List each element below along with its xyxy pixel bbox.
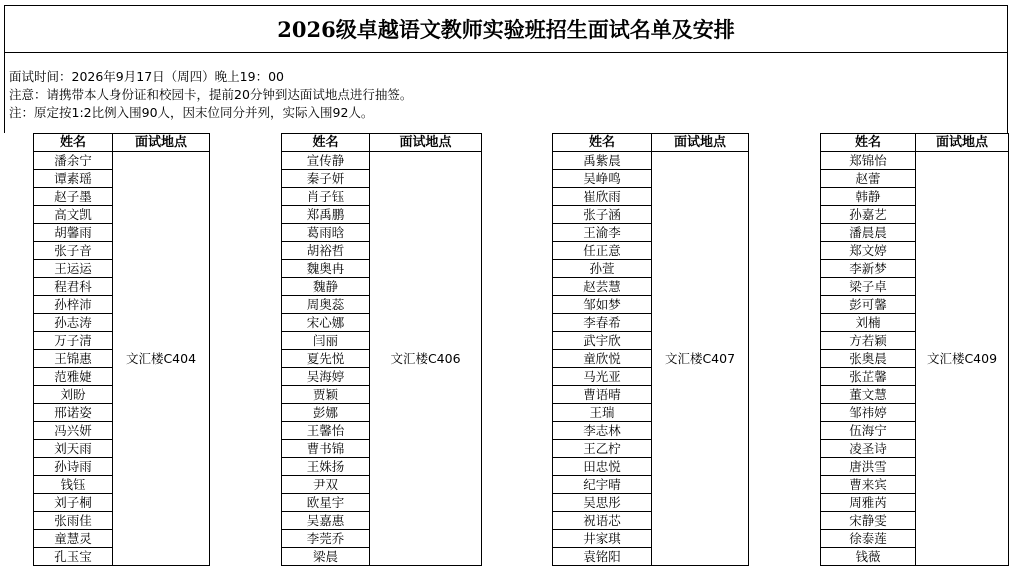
group-table-4	[820, 133, 1009, 566]
student-name-cell[interactable]: 崔欣雨	[553, 188, 652, 206]
student-name-cell[interactable]: 董文慧	[821, 386, 916, 404]
student-name-cell[interactable]: 王瑞	[553, 404, 652, 422]
student-name-cell[interactable]: 武宇欣	[553, 332, 652, 350]
student-name-cell[interactable]: 李志林	[553, 422, 652, 440]
student-name-cell[interactable]: 方若颖	[821, 332, 916, 350]
student-name-cell[interactable]: 刘天雨	[34, 440, 113, 458]
student-name-cell[interactable]: 宋静雯	[821, 512, 916, 530]
student-name-cell[interactable]: 井家琪	[553, 530, 652, 548]
student-name-cell[interactable]: 马光亚	[553, 368, 652, 386]
student-name-cell[interactable]: 王锦惠	[34, 350, 113, 368]
student-name-cell[interactable]: 彭娜	[282, 404, 370, 422]
student-name-cell[interactable]: 赵蕾	[821, 170, 916, 188]
student-name-cell[interactable]: 唐洪雪	[821, 458, 916, 476]
note-interview-time: 面试时间：2026年9月17日（周四）晚上19：00	[9, 69, 284, 84]
student-name-cell[interactable]: 刘子桐	[34, 494, 113, 512]
student-name-cell[interactable]: 田忠悦	[553, 458, 652, 476]
student-name-cell[interactable]: 孙诗雨	[34, 458, 113, 476]
student-name-cell[interactable]: 郑禹鹏	[282, 206, 370, 224]
student-name-cell[interactable]: 高文凯	[34, 206, 113, 224]
student-name-cell[interactable]: 刘盼	[34, 386, 113, 404]
student-name-cell[interactable]: 闫丽	[282, 332, 370, 350]
student-name-cell[interactable]: 宋心娜	[282, 314, 370, 332]
column-header-room: 面试地点	[652, 134, 749, 152]
student-name-cell[interactable]: 钱薇	[821, 548, 916, 566]
student-name-cell[interactable]: 凌圣诗	[821, 440, 916, 458]
student-name-cell[interactable]: 王渝李	[553, 224, 652, 242]
student-name-cell[interactable]: 孔玉宝	[34, 548, 113, 566]
student-name-cell[interactable]: 胡裕哲	[282, 242, 370, 260]
student-name-cell[interactable]: 夏先悦	[282, 350, 370, 368]
student-name-cell[interactable]: 钱钰	[34, 476, 113, 494]
group-table-3	[552, 133, 749, 566]
student-name-cell[interactable]: 尹双	[282, 476, 370, 494]
student-name-cell[interactable]: 邹祎婷	[821, 404, 916, 422]
student-name-cell[interactable]: 范雅婕	[34, 368, 113, 386]
student-name-cell[interactable]: 吴思彤	[553, 494, 652, 512]
column-header-room: 面试地点	[370, 134, 482, 152]
student-name-cell[interactable]: 梁子卓	[821, 278, 916, 296]
student-name-cell[interactable]: 曹书锦	[282, 440, 370, 458]
table-row	[821, 152, 1009, 170]
student-name-cell[interactable]: 肖子钰	[282, 188, 370, 206]
group-table-1	[33, 133, 210, 566]
interview-room-cell[interactable]: 文汇楼C409	[916, 152, 1009, 566]
note-reminder: 注意：请携带本人身份证和校园卡，提前20分钟到达面试地点进行抽签。	[9, 87, 413, 102]
student-name-cell[interactable]: 谭素瑶	[34, 170, 113, 188]
student-name-cell[interactable]: 宣传静	[282, 152, 370, 170]
student-name-cell[interactable]: 张雨佳	[34, 512, 113, 530]
group-table-2	[281, 133, 482, 566]
student-name-cell[interactable]: 周雅芮	[821, 494, 916, 512]
student-name-cell[interactable]: 赵芸慧	[553, 278, 652, 296]
student-name-cell[interactable]: 张子涵	[553, 206, 652, 224]
student-name-cell[interactable]: 李莞乔	[282, 530, 370, 548]
student-name-cell[interactable]: 张芷馨	[821, 368, 916, 386]
student-name-cell[interactable]: 曹语晴	[553, 386, 652, 404]
student-name-cell[interactable]: 胡馨雨	[34, 224, 113, 242]
student-name-cell[interactable]: 吴嘉惠	[282, 512, 370, 530]
student-name-cell[interactable]: 魏静	[282, 278, 370, 296]
interview-room-cell[interactable]: 文汇楼C407	[652, 152, 749, 566]
student-name-cell[interactable]: 葛雨晗	[282, 224, 370, 242]
column-header-room: 面试地点	[916, 134, 1009, 152]
interview-room-cell[interactable]: 文汇楼C406	[370, 152, 482, 566]
student-name-cell[interactable]: 周奥蕊	[282, 296, 370, 314]
student-name-cell[interactable]: 孙志涛	[34, 314, 113, 332]
student-name-cell[interactable]: 欧星宇	[282, 494, 370, 512]
student-name-cell[interactable]: 吴峥鸣	[553, 170, 652, 188]
student-name-cell[interactable]: 魏奥冉	[282, 260, 370, 278]
student-name-cell[interactable]: 郑文婷	[821, 242, 916, 260]
student-name-cell[interactable]: 曹来宾	[821, 476, 916, 494]
student-name-cell[interactable]: 王姝扬	[282, 458, 370, 476]
column-header-room: 面试地点	[113, 134, 210, 152]
student-name-cell[interactable]: 邢诺姿	[34, 404, 113, 422]
student-name-cell[interactable]: 任正意	[553, 242, 652, 260]
student-name-cell[interactable]: 袁铭阳	[553, 548, 652, 566]
student-name-cell[interactable]: 张奥晨	[821, 350, 916, 368]
student-name-cell[interactable]: 冯兴妍	[34, 422, 113, 440]
student-name-cell[interactable]: 孙萱	[553, 260, 652, 278]
student-name-cell[interactable]: 王运运	[34, 260, 113, 278]
student-name-cell[interactable]: 童欣悦	[553, 350, 652, 368]
student-name-cell[interactable]: 伍海宁	[821, 422, 916, 440]
student-name-cell[interactable]: 祝语芯	[553, 512, 652, 530]
student-name-cell[interactable]: 吴海婷	[282, 368, 370, 386]
student-name-cell[interactable]: 纪宇晴	[553, 476, 652, 494]
notes-section	[4, 53, 1008, 133]
student-name-cell[interactable]: 梁晨	[282, 548, 370, 566]
student-name-cell[interactable]: 禹紫晨	[553, 152, 652, 170]
student-name-cell[interactable]: 张子音	[34, 242, 113, 260]
column-header-name: 姓名	[553, 134, 652, 152]
student-name-cell[interactable]: 李新梦	[821, 260, 916, 278]
student-name-cell[interactable]: 王馨怡	[282, 422, 370, 440]
student-name-cell[interactable]: 潘晨晨	[821, 224, 916, 242]
student-name-cell[interactable]: 赵子墨	[34, 188, 113, 206]
column-header-name: 姓名	[282, 134, 370, 152]
student-name-cell[interactable]: 孙嘉艺	[821, 206, 916, 224]
table-row	[553, 152, 749, 170]
interview-room-cell[interactable]: 文汇楼C404	[113, 152, 210, 566]
student-name-cell[interactable]: 邹如梦	[553, 296, 652, 314]
student-name-cell[interactable]: 徐泰莲	[821, 530, 916, 548]
student-name-cell[interactable]: 秦子妍	[282, 170, 370, 188]
student-name-cell[interactable]: 贾颖	[282, 386, 370, 404]
student-name-cell[interactable]: 郑锦怡	[821, 152, 916, 170]
table-row	[34, 152, 210, 170]
page-title: 2026级卓越语文教师实验班招生面试名单及安排	[4, 5, 1008, 53]
student-name-cell[interactable]: 孙梓沛	[34, 296, 113, 314]
column-header-name: 姓名	[821, 134, 916, 152]
student-name-cell[interactable]: 万子清	[34, 332, 113, 350]
table-row	[282, 152, 482, 170]
student-name-cell[interactable]: 刘楠	[821, 314, 916, 332]
student-name-cell[interactable]: 李春希	[553, 314, 652, 332]
student-name-cell[interactable]: 程君科	[34, 278, 113, 296]
student-name-cell[interactable]: 王乙柠	[553, 440, 652, 458]
student-name-cell[interactable]: 彭可馨	[821, 296, 916, 314]
student-name-cell[interactable]: 潘余宁	[34, 152, 113, 170]
student-name-cell[interactable]: 童慧灵	[34, 530, 113, 548]
column-header-name: 姓名	[34, 134, 113, 152]
note-admission: 注：原定按1:2比例入围90人，因末位同分并列，实际入围92人。	[9, 105, 374, 120]
student-name-cell[interactable]: 韩静	[821, 188, 916, 206]
